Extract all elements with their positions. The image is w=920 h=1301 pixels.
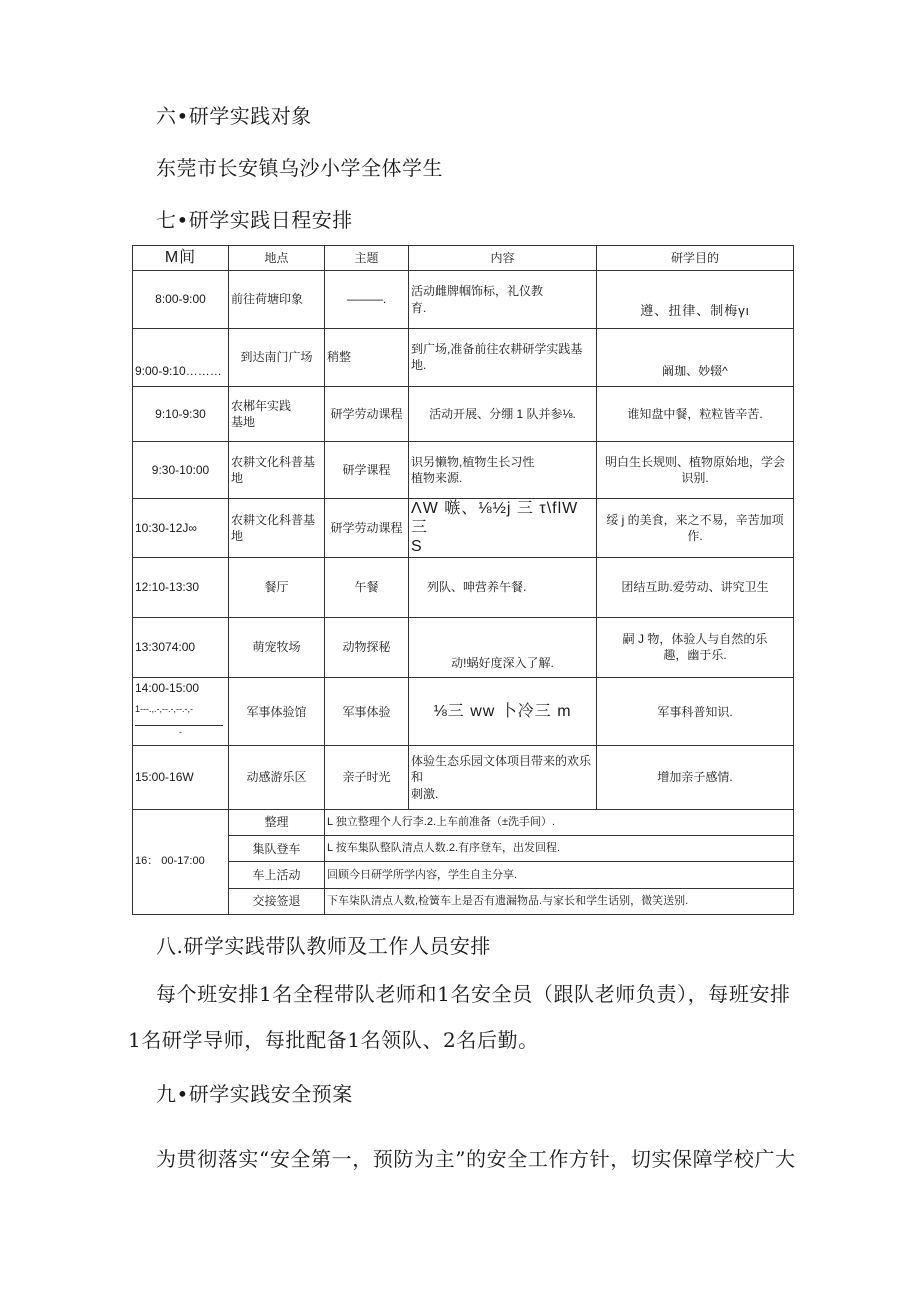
cell-goal: 阚珈、妙辍^ xyxy=(597,328,794,386)
cell-goal: 谁知盘中餐，粒粒皆辛苦. xyxy=(597,386,794,442)
cell-theme: ———. xyxy=(325,271,409,329)
cell-content: ΛW 嗾、⅛½j 三 τ\flW 三 S xyxy=(409,498,597,557)
cell-theme: 动物探秘 xyxy=(325,617,409,678)
section-six-heading: 六•研学实践对象 xyxy=(156,104,312,128)
cell-place: 餐厅 xyxy=(229,558,325,618)
cell-place: 军事体验馆 xyxy=(229,678,325,746)
cell-theme: 研学课程 xyxy=(325,442,409,499)
cell-theme: 午餐 xyxy=(325,558,409,618)
cell-final-desc: L 按车集队整队清点人数.2.有序登车，出发回程. xyxy=(325,836,794,862)
cell-time: 9:10-9:30 xyxy=(133,386,229,442)
table-row xyxy=(133,678,794,746)
table-row xyxy=(133,888,794,914)
cell-theme: 军事体验 xyxy=(325,678,409,746)
table-header-row xyxy=(133,246,794,271)
cell-content: 识另懒物,植物生长习性 植物来源. xyxy=(409,442,597,499)
cell-goal: 增加亲子感情. xyxy=(597,746,794,810)
cell-place: 农耕文化科普基 地 xyxy=(229,442,325,499)
section-eight-body-1: 每个班安排1名全程带队老师和1名安全员（跟队老师负责），每班安排 xyxy=(156,982,791,1006)
cell-theme: 稍整 xyxy=(325,328,409,386)
schedule-table xyxy=(132,245,794,915)
cell-time: 15:00-16W xyxy=(133,746,229,810)
header-time: M间 xyxy=(133,246,229,271)
table-row xyxy=(133,386,794,442)
cell-final-item: 整理 xyxy=(229,809,325,835)
cell-content: 活动开展、分绷 1 队并参⅛. xyxy=(409,386,597,442)
cell-content: 体验生态乐园文体项目带来的欢乐和 刺激. xyxy=(409,746,597,810)
cell-goal: 团结互助.爱劳动、讲究卫生 xyxy=(597,558,794,618)
cell-content: 列队、呻营养午餐. xyxy=(409,558,597,618)
header-content: 内容 xyxy=(409,246,597,271)
cell-time: 12:10-13:30 xyxy=(133,558,229,618)
cell-theme: 亲子时光 xyxy=(325,746,409,810)
cell-time: 9:30-10:00 xyxy=(133,442,229,499)
cell-time: 13:3074:00 xyxy=(133,617,229,678)
cell-time: 10:30-12J∞ xyxy=(133,498,229,557)
cell-final-desc: L 独立整理个人行李.2.上车前准备（±洗手间）. xyxy=(325,809,794,835)
table-row xyxy=(133,498,794,557)
header-goal: 研学目的 xyxy=(597,246,794,271)
cell-goal: 嗣 J 物，体验人与自然的乐 趣，幽于乐. xyxy=(597,617,794,678)
cell-place: 农郴年实践 基地 xyxy=(229,386,325,442)
cell-time: 9:00-9:10……… xyxy=(133,328,229,386)
table-row xyxy=(133,558,794,618)
cell-place: 萌宠牧场 xyxy=(229,617,325,678)
table-row xyxy=(133,617,794,678)
cell-content: 到广场,准备前往农耕研学实践基 地. xyxy=(409,328,597,386)
cell-place: 农耕文化科普基 地 xyxy=(229,498,325,557)
table-row xyxy=(133,809,794,835)
table-row xyxy=(133,442,794,499)
cell-theme: 研学劳动课程 xyxy=(325,386,409,442)
header-theme: 主题 xyxy=(325,246,409,271)
cell-time: 8:00-9:00 xyxy=(133,271,229,329)
cell-place: 动感游乐区 xyxy=(229,746,325,810)
cell-goal: 遵、扭律、制梅γι xyxy=(597,271,794,329)
table-row xyxy=(133,271,794,329)
cell-place: 到达南门广场 xyxy=(229,328,325,386)
table-row xyxy=(133,862,794,888)
table-row xyxy=(133,328,794,386)
cell-content: 动!蜗好度深入了解. xyxy=(409,617,597,678)
cell-final-desc: 回顾今日研学所学内容，学生自主分享. xyxy=(325,862,794,888)
section-eight-body-2: 1名研学导师，每批配备1名领队、2名后勤。 xyxy=(128,1028,539,1052)
cell-goal: 明白生长规则、植物原始地，学会 识别. xyxy=(597,442,794,499)
time-text: 14:00-15:00 xyxy=(135,681,200,696)
section-eight-heading: 八.研学实践带队教师及工作人员安排 xyxy=(156,934,491,958)
header-place: 地点 xyxy=(229,246,325,271)
cell-final-time: 16： 00-17:00 xyxy=(133,809,229,914)
cell-goal: 绥 j 的美食，来之不易，辛苦加项 作. xyxy=(597,498,794,557)
table-row xyxy=(133,836,794,862)
section-nine-body: 为贯彻落实“安全第一，预防为主”的安全工作方针，切实保障学校广大 xyxy=(156,1147,796,1171)
section-six-body: 东莞市长安镇乌沙小学全体学生 xyxy=(156,156,443,180)
cell-final-item: 车上活动 xyxy=(229,862,325,888)
cell-goal: 军事科普知识. xyxy=(597,678,794,746)
section-nine-heading: 九•研学实践安全预案 xyxy=(156,1082,353,1106)
cell-content: ⅛三 ww 卜冷三 m xyxy=(409,678,597,746)
cell-final-desc: 下车柒队清点人数,检簧车上是否有遗漏物品.与家长和学生话别，微笑送别. xyxy=(325,888,794,914)
section-seven-heading: 七•研学实践日程安排 xyxy=(156,208,353,232)
cell-place: 前往荷塘印象 xyxy=(229,271,325,329)
cell-final-item: 集队登车 xyxy=(229,836,325,862)
cell-content: 活动雌牌帼饰标，礼仪教 育. xyxy=(409,271,597,329)
cell-theme: 研学劳动课程 xyxy=(325,498,409,557)
cell-final-item: 交接签退 xyxy=(229,888,325,914)
table-row xyxy=(133,746,794,810)
cell-time xyxy=(133,678,229,746)
time-extra2-text: - xyxy=(179,726,182,737)
time-extra-text: 1---.,.-,--.-,--.-,- xyxy=(135,703,193,714)
